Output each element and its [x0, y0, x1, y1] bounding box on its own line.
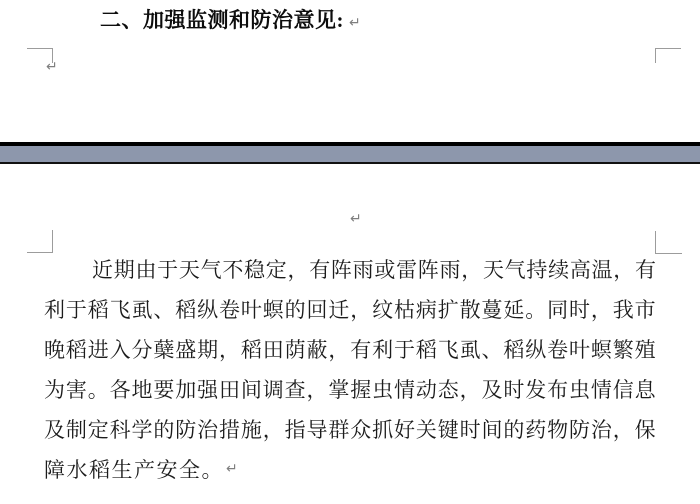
page2-margin-mark-right-icon [655, 231, 682, 254]
page2-top-edge [0, 162, 700, 164]
paragraph-mark-icon: ↵ [350, 211, 362, 227]
text-line[interactable]: 为 害 。 各 地 要 加 强 田 间 调 查 ， 掌 握 虫 情 动 态 ， 及 时 发 布 虫 情 信 息 [44, 378, 656, 402]
paragraph-mark-icon: ↵ [349, 15, 362, 31]
page-gap [0, 146, 700, 162]
text-line[interactable]: 近 期 由 于 天 气 不 稳 定 ， 有 阵 雨 或 雷 阵 雨 ， 天 气 持 续 高 温 ， 有 [92, 258, 656, 282]
text-line[interactable]: 及 制 定 科 学 的 防 治 措 施 ， 指 导 群 众 抓 好 关 键 时 间 的 药 物 防 治 ， 保 [44, 418, 656, 442]
body-paragraph[interactable] [44, 249, 656, 489]
text-line[interactable]: 障 水 稻 生 产 安 全 。 ↵ [44, 458, 240, 482]
paragraph-mark-icon: ↵ [226, 461, 240, 477]
section-heading[interactable] [100, 4, 361, 34]
paragraph-mark-icon: ↵ [46, 59, 58, 75]
section-heading-text: 二、加强监测和防治意见: [100, 8, 344, 32]
text-line[interactable]: 利 于 稻 飞 虱 、 稻 纵 卷 叶 螟 的 回 迁 ， 纹 枯 病 扩 散 蔓 延 。 同 时 ， 我 市 [44, 298, 656, 322]
page1-margin-mark-right-icon [655, 48, 681, 63]
text-line[interactable]: 晚 稻 进 入 分 蘖 盛 期 ， 稻 田 荫 蔽 ， 有 利 于 稻 飞 虱 、 稻 纵 卷 叶 螟 繁 殖 [44, 338, 656, 362]
